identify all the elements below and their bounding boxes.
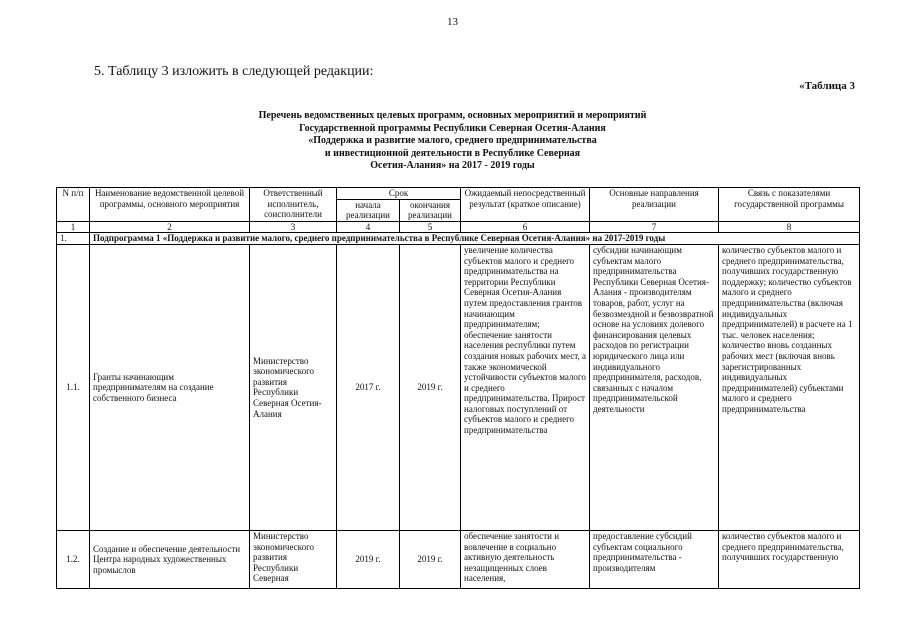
row-number: 1.2.: [57, 530, 90, 588]
column-number: 4: [337, 221, 400, 233]
column-number: 3: [250, 221, 337, 233]
programs-table: [56, 187, 860, 589]
table-row: [57, 244, 860, 530]
header-term: Срок: [337, 188, 461, 200]
row-end: 2019 г.: [400, 530, 461, 588]
title-line: Государственной программы Республики Северная Осетия-Алания: [299, 122, 606, 134]
page-number: 13: [447, 16, 458, 28]
header-end: окончания реализации: [400, 199, 461, 221]
table-title: [0, 110, 905, 173]
row-result: обеспечение занятости и вовлечение в социально активную деятельность незащищенных слоев населения,: [461, 530, 590, 588]
title-line: Осетия-Алания» на 2017 - 2019 годы: [370, 160, 535, 171]
column-number: 2: [90, 221, 250, 233]
column-number: 5: [400, 221, 461, 233]
table-reference: «Таблица 3: [799, 80, 855, 92]
header-row: [57, 188, 860, 200]
subprogram-title: Подпрограмма 1 «Поддержка и развитие малого, среднего предпринимательства в Республике Северная Осетия-Алания» на 2017-2019 годы: [90, 233, 860, 245]
row-executor: Министерство экономического развития Республики Северная Осетия-Алания: [250, 244, 337, 530]
header-result: Ожидаемый непосредственный результат (краткое описание): [461, 188, 590, 222]
title-line: «Поддержка и развитие малого, среднего предпринимательства: [308, 135, 597, 146]
row-link: количество субъектов малого и среднего предпринимательства, получивших государственную поддержку; количество субъектов малого и среднего предпринимательства (включая индивидуальных предпринимателей) в расчете на 1 тыс. человек населения; количество вновь созданных рабочих мест (включая вновь зарегистрированных индивидуальных предпринимателей) субъектами малого и среднего предпринимательства: [719, 244, 860, 530]
row-end: 2019 г.: [400, 244, 461, 530]
row-name: Гранты начинающим предпринимателям на создание собственного бизнеса: [90, 244, 250, 530]
row-result: увеличение количества субъектов малого и среднего предпринимательства на территории Республики Северная Осетия-Алания путем предоставления грантов начинающим предпринимателям; обеспечение занятости населения республики путем создания новых рабочих мест, а также экономической устойчивости субъектов малого и среднего предпринимательства. Прирост налоговых поступлений от субъектов малого и среднего предпринимательства: [461, 244, 590, 530]
column-number-row: [57, 221, 860, 233]
header-link: Связь с показателями государственной программы: [719, 188, 860, 222]
header-name: Наименование ведомственной целевой программы, основного мероприятия: [90, 188, 250, 222]
row-name: Создание и обеспечение деятельности Центра народных художественных промыслов: [90, 530, 250, 588]
header-n: N п/п: [57, 188, 90, 222]
title-line: Перечень ведомственных целевых программ, основных мероприятий и мероприятий: [258, 110, 647, 121]
row-directions: предоставление субсидий субъектам социального предпринимательства - производителям: [590, 530, 719, 588]
row-number: 1.1.: [57, 244, 90, 530]
header-executor: Ответственный исполнитель, соисполнители: [250, 188, 337, 222]
column-number: 7: [590, 221, 719, 233]
column-number: 1: [57, 221, 90, 233]
subprogram-row: [57, 233, 860, 245]
column-number: 6: [461, 221, 590, 233]
subprogram-number: 1.: [57, 233, 90, 245]
row-executor: Министерство экономического развития Республики Северная: [250, 530, 337, 588]
header-start: начала реализации: [337, 199, 400, 221]
header-directions: Основные направления реализации: [590, 188, 719, 222]
row-link: количество субъектов малого и среднего предпринимательства, получивших государственную: [719, 530, 860, 588]
column-number: 8: [719, 221, 860, 233]
table-row: [57, 530, 860, 588]
row-directions: субсидии начинающим субъектам малого предпринимательства Республики Северная Осетия-Алания - производителям товаров, работ, услуг на безвозмездной и безвозвратной основе на условиях долевого финансирования целевых расходов по регистрации юридического лица или индивидуального предпринимателя, расходов, связанных с началом предпринимательской деятельности: [590, 244, 719, 530]
intro-text: 5. Таблицу 3 изложить в следующей редакции:: [94, 64, 374, 79]
row-start: 2017 г.: [337, 244, 400, 530]
row-start: 2019 г.: [337, 530, 400, 588]
title-line: и инвестиционной деятельности в Республике Северная: [324, 147, 581, 159]
